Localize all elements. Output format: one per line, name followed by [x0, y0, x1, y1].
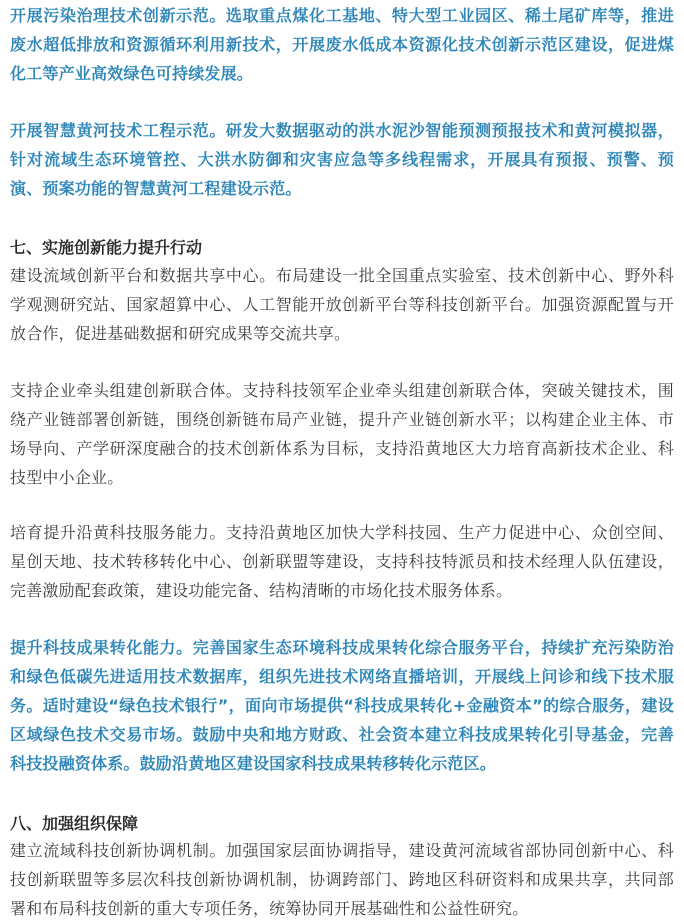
paragraph-pollution-control-demo: 开展污染治理技术创新示范。选取重点煤化工基地、特大型工业园区、稀土尾矿库等，推进废水超低排放和资源循环利用新技术，开展废水低成本资源化技术创新示范区建设，促进煤化工等产业高效绿色可持续发展。 [10, 6, 674, 83]
paragraph-innovation-consortium: 支持企业牵头组建创新联合体。支持科技领军企业牵头组建创新联合体，突破关键技术，围绕产业链部署创新链，围绕创新链布局产业链，提升产业链创新水平；以构建企业主体、市场导向、产学研深度融合的技术创新体系为目标，支持沿黄地区大力培育高新技术企业、科技型中小企业。 [10, 381, 674, 487]
section-heading-7: 七、实施创新能力提升行动 [10, 238, 203, 257]
paragraph-tech-transfer: 提升科技成果转化能力。完善国家生态环境科技成果转化综合服务平台，持续扩充污染防治和绿色低碳先进适用技术数据库，组织先进技术网络直播培训，开展线上问诊和线下技术服务。适时建设“绿色技术银行”，面向市场提供“科技成果转化+金融资本”的综合服务，建设区域绿色技术交易市场。鼓励中央和地方财政、社会资本建立科技成果转化引导基金，完善科技投融资体系。鼓励沿黄地区建设国家科技成果转移转化示范区。 [10, 638, 674, 773]
paragraph-coordination-mechanism: 建立流域科技创新协调机制。加强国家层面协调指导，建设黄河流域省部协同创新中心、科技创新联盟等多层次科技创新协调机制，协调跨部门、跨地区科研资料和成果共享，共同部署和布局科技创新的重大专项任务，统筹协同开展基础性和公益性研究。 [10, 841, 674, 918]
paragraph-innovation-platform: 建设流域创新平台和数据共享中心。布局建设一批全国重点实验室、技术创新中心、野外科学观测研究站、国家超算中心、人工智能开放创新平台等科技创新平台。加强资源配置与开放合作，促进基础数据和研究成果等交流共享。 [10, 266, 674, 343]
paragraph-tech-service: 培育提升沿黄科技服务能力。支持沿黄地区加快大学科技园、生产力促进中心、众创空间、星创天地、技术转移转化中心、创新联盟等建设，支持科技特派员和技术经理人队伍建设，完善激励配套政策，建设功能完备、结构清晰的市场化技术服务体系。 [10, 523, 674, 600]
section-heading-8: 八、加强组织保障 [10, 814, 139, 833]
paragraph-smart-yellow-river-demo: 开展智慧黄河技术工程示范。研发大数据驱动的洪水泥沙智能预测预报技术和黄河模拟器，针对流域生态环境管控、大洪水防御和灾害应急等多线程需求，开展具有预报、预警、预演、预案功能的智慧黄河工程建设示范。 [10, 121, 674, 198]
